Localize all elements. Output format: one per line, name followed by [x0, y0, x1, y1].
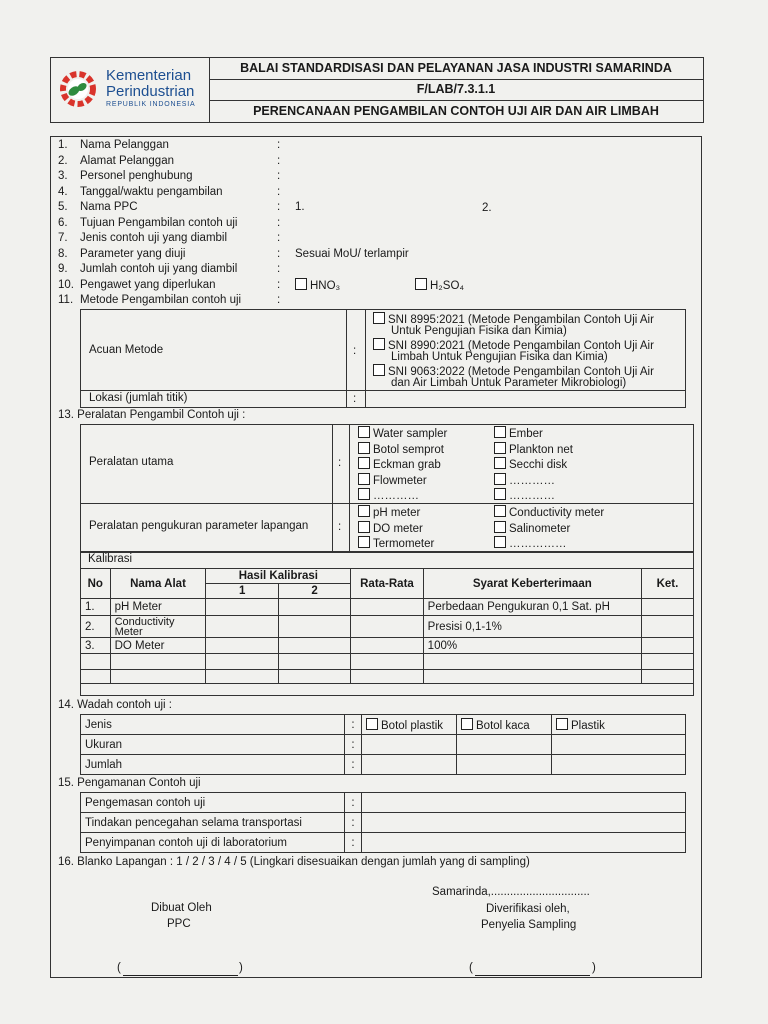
field-label: Alamat Pelanggan: [80, 154, 174, 167]
pengemasan-value[interactable]: [362, 793, 686, 813]
field-colon: :: [277, 232, 281, 244]
equipment-option[interactable]: [358, 488, 419, 502]
wadah-colon: :: [345, 735, 362, 755]
ukuran-cell-1[interactable]: [362, 735, 457, 755]
row-syarat: Perbedaan Pengukuran 0,1 Sat. pH: [423, 599, 641, 616]
logo-line1: Kementerian: [106, 67, 192, 84]
row-syarat: 100%: [423, 638, 641, 654]
blanko-lapangan: 16. Blanko Lapangan : 1 / 2 / 3 / 4 / 5 (Lingkari disesuaikan dengan jumlah yang di sampling): [58, 856, 530, 868]
equipment-label: Ember: [509, 428, 543, 440]
sni-9063-desc: dan Air Limbah Untuk Parameter Mikrobiologi): [391, 377, 627, 389]
field-label: Nama PPC: [80, 201, 138, 213]
field-number: 2.: [58, 154, 68, 167]
field-colon: :: [277, 278, 281, 291]
checkbox-icon[interactable]: [358, 473, 370, 485]
field-value[interactable]: [295, 186, 455, 200]
checkbox-icon[interactable]: [358, 521, 370, 533]
equipment-option[interactable]: [358, 426, 447, 440]
row-rata[interactable]: [351, 670, 423, 684]
wadah-table: [80, 714, 686, 775]
field-value[interactable]: [295, 232, 455, 246]
lapangan-colon: :: [338, 521, 342, 533]
row-no: 3.: [81, 638, 111, 654]
equipment-option[interactable]: [358, 473, 427, 487]
transportasi-value[interactable]: [362, 813, 686, 833]
row-ket[interactable]: [641, 670, 693, 684]
row-hasil-2[interactable]: [278, 599, 350, 616]
field-number: 8.: [58, 247, 68, 260]
sni-8995-option[interactable]: SNI 8995:2021 (Metode Pengambilan Contoh Uji Air: [373, 312, 654, 326]
opt-botol-kaca[interactable]: Botol kaca: [457, 715, 552, 735]
field-colon: :: [277, 263, 281, 275]
row-rata[interactable]: [351, 638, 423, 654]
acuan-label: Acuan Metode: [89, 344, 164, 356]
row-hasil-1[interactable]: [206, 638, 278, 654]
doc-code: F/LAB/7.3.1.1: [209, 79, 703, 101]
equipment-label: ……………: [509, 538, 567, 550]
checkbox-icon[interactable]: [295, 278, 307, 290]
sign-right-line[interactable]: [475, 962, 590, 976]
checkbox-icon[interactable]: [358, 505, 370, 517]
row-rata[interactable]: [351, 599, 423, 616]
penyimpanan-label: Penyimpanan contoh uji di laboratorium: [81, 833, 345, 853]
field-label: Tujuan Pengambilan contoh uji: [80, 216, 238, 229]
wadah-colon: :: [345, 755, 362, 775]
row-syarat[interactable]: [423, 670, 641, 684]
wadah-ukuran-label: Ukuran: [81, 735, 345, 755]
gear-logo-icon: [57, 68, 99, 110]
checkbox-icon[interactable]: [556, 718, 568, 730]
sign-left-open: (: [117, 962, 121, 974]
equipment-label: …………: [509, 474, 555, 487]
pengamanan-heading: 15. Pengamanan Contoh uji: [58, 777, 201, 789]
peralatan-heading: 13. Peralatan Pengambil Contoh uji :: [58, 409, 246, 421]
place-date: Samarinda,...............................: [432, 886, 590, 898]
field-number: 1.: [58, 139, 68, 151]
checkbox-icon[interactable]: [494, 426, 506, 438]
agency-name: BALAI STANDARDISASI DAN PELAYANAN JASA INDUSTRI SAMARINDA: [209, 58, 703, 80]
checkbox-icon[interactable]: [461, 718, 473, 730]
row-hasil-1[interactable]: [206, 616, 278, 638]
ukuran-cell-2[interactable]: [457, 735, 552, 755]
row-no[interactable]: [81, 654, 111, 670]
lokasi-label: Lokasi (jumlah titik): [89, 392, 188, 404]
wadah-jenis-label: Jenis: [81, 715, 345, 735]
field-number: 6.: [58, 216, 68, 229]
equipment-label: Termometer: [373, 538, 435, 550]
field-colon: :: [277, 139, 281, 151]
equipment-option[interactable]: [494, 521, 570, 535]
row-no: 2.: [81, 616, 111, 638]
col-hasil-2: 2: [278, 584, 350, 599]
equipment-option[interactable]: [358, 521, 423, 535]
checkbox-icon[interactable]: [373, 364, 385, 376]
field-colon: :: [277, 185, 281, 198]
equipment-label: pH meter: [373, 507, 421, 519]
pengamanan-colon: :: [345, 813, 362, 833]
equipment-option[interactable]: [494, 426, 543, 440]
table-row: [81, 599, 694, 616]
field-value[interactable]: [295, 170, 455, 184]
row-ket[interactable]: [641, 638, 693, 654]
col-syarat: Syarat Keberterimaan: [423, 569, 641, 599]
equipment-label: Water sampler: [373, 428, 448, 440]
field-value[interactable]: [295, 139, 455, 153]
ppc-second: 2.: [482, 202, 492, 214]
sign-left-line[interactable]: [123, 962, 238, 976]
field-colon: :: [277, 216, 281, 229]
row-syarat[interactable]: [423, 654, 641, 670]
equipment-label: Plankton net: [509, 443, 573, 456]
metode-box: [80, 309, 686, 408]
opt-plastik[interactable]: Plastik: [552, 715, 686, 735]
sign-right-open: (: [469, 962, 473, 974]
sni-8995-desc: Untuk Pengujian Fisika dan Kimia): [391, 325, 567, 337]
sign-right-close: ): [592, 962, 596, 974]
equipment-label: Botol semprot: [373, 443, 444, 456]
field-label: Pengawet yang diperlukan: [80, 278, 216, 291]
row-hasil-2[interactable]: [278, 654, 350, 670]
opt-botol-plastik[interactable]: Botol plastik: [362, 715, 457, 735]
field-colon: :: [277, 154, 281, 167]
row-nama: DO Meter: [110, 638, 206, 654]
lapangan-label: Peralatan pengukuran parameter lapangan: [89, 520, 309, 532]
lokasi-colon: :: [353, 393, 357, 405]
utama-label: Peralatan utama: [89, 456, 174, 468]
equipment-option[interactable]: [494, 442, 573, 456]
table-row: [81, 654, 694, 670]
equipment-label: Eckman grab: [373, 459, 441, 471]
equipment-option[interactable]: [358, 442, 444, 456]
field-value[interactable]: Sesuai MoU/ terlampir: [295, 247, 409, 260]
row-nama[interactable]: [110, 670, 206, 684]
checkbox-icon[interactable]: [373, 312, 385, 324]
field-value[interactable]: [295, 263, 455, 277]
checkbox-icon[interactable]: [494, 505, 506, 517]
verified-by: Diverifikasi oleh,: [486, 903, 570, 915]
peralatan-box: [80, 424, 694, 552]
sign-left-close: ): [239, 962, 243, 974]
equipment-label: …………: [509, 490, 555, 502]
checkbox-icon[interactable]: [494, 488, 506, 500]
sni-8990-option[interactable]: SNI 8990:2021 (Metode Pengambilan Contoh Uji Air: [373, 338, 654, 352]
row-nama[interactable]: [110, 654, 206, 670]
field-colon: :: [277, 294, 281, 306]
wadah-jumlah-label: Jumlah: [81, 755, 345, 775]
row-hasil-1[interactable]: [206, 654, 278, 670]
field-label: Nama Pelanggan: [80, 139, 169, 151]
checkbox-icon[interactable]: [415, 278, 427, 290]
row-ket[interactable]: [641, 654, 693, 670]
made-by: Dibuat Oleh: [151, 902, 212, 914]
checkbox-icon[interactable]: [373, 338, 385, 350]
field-number: 7.: [58, 232, 68, 244]
equipment-option[interactable]: [358, 505, 420, 519]
kalibrasi-table: [80, 568, 694, 684]
equipment-label: Flowmeter: [373, 474, 427, 487]
row-ket[interactable]: [641, 599, 693, 616]
sni-9063-option[interactable]: SNI 9063:2022 (Metode Pengambilan Contoh Uji Air: [373, 364, 654, 378]
checkbox-icon[interactable]: [358, 426, 370, 438]
row-hasil-1[interactable]: [206, 670, 278, 684]
row-hasil-2[interactable]: [278, 670, 350, 684]
col-hasil: Hasil Kalibrasi: [206, 569, 351, 584]
equipment-label: Conductivity meter: [509, 507, 605, 519]
pengamanan-colon: :: [345, 793, 362, 813]
field-label: Jumlah contoh uji yang diambil: [80, 263, 238, 275]
field-label: Tanggal/waktu pengambilan: [80, 185, 223, 198]
checkbox-icon[interactable]: [494, 521, 506, 533]
pengamanan-colon: :: [345, 833, 362, 853]
field-value[interactable]: [295, 155, 455, 169]
field-label: Jenis contoh uji yang diambil: [80, 232, 228, 244]
field-number: 9.: [58, 263, 68, 275]
field-colon: :: [277, 247, 281, 260]
logo-line3: REPUBLIK INDONESIA: [106, 101, 196, 108]
col-no: No: [81, 569, 111, 599]
checkbox-icon[interactable]: [358, 488, 370, 500]
row-syarat: Presisi 0,1-1%: [423, 616, 641, 638]
field-number: 5.: [58, 201, 68, 213]
pengemasan-label: Pengemasan contoh uji: [81, 793, 345, 813]
kalibrasi-label: Kalibrasi: [88, 553, 133, 565]
header-box: [50, 57, 704, 123]
transportasi-label: Tindakan pencegahan selama transportasi: [81, 813, 345, 833]
utama-colon: :: [338, 457, 342, 469]
checkbox-icon[interactable]: [358, 536, 370, 548]
equipment-label: …………: [373, 490, 419, 502]
field-number: 4.: [58, 185, 68, 198]
field-value[interactable]: [295, 294, 455, 308]
equipment-label: Secchi disk: [509, 459, 568, 471]
made-role: PPC: [167, 918, 191, 930]
jumlah-cell-2[interactable]: [457, 755, 552, 775]
checkbox-icon[interactable]: [494, 457, 506, 469]
col-ket: Ket.: [641, 569, 693, 599]
equipment-option[interactable]: [494, 488, 555, 502]
ukuran-cell-3[interactable]: [552, 735, 686, 755]
table-row: [81, 670, 694, 684]
field-colon: :: [277, 201, 281, 213]
row-hasil-2[interactable]: [278, 616, 350, 638]
jumlah-cell-3[interactable]: [552, 755, 686, 775]
checkbox-icon[interactable]: [494, 473, 506, 485]
equipment-label: DO meter: [373, 522, 423, 535]
field-number: 10.: [58, 278, 74, 291]
checkbox-icon[interactable]: [358, 457, 370, 469]
col-hasil-1: 1: [206, 584, 278, 599]
col-nama: Nama Alat: [110, 569, 206, 599]
checkbox-icon[interactable]: [494, 442, 506, 454]
row-hasil-1[interactable]: [206, 599, 278, 616]
field-label: Personel penghubung: [80, 170, 193, 182]
row-nama: Conductivity Meter: [110, 616, 206, 638]
row-ket[interactable]: [641, 616, 693, 638]
checkbox-icon[interactable]: [358, 442, 370, 454]
preservative-h2so4[interactable]: H₂SO₄: [415, 278, 464, 292]
equipment-option[interactable]: [358, 536, 434, 550]
penyimpanan-value[interactable]: [362, 833, 686, 853]
row-rata[interactable]: [351, 654, 423, 670]
field-number: 3.: [58, 170, 68, 182]
equipment-label: Salinometer: [509, 522, 571, 535]
field-value[interactable]: [295, 217, 455, 231]
pengamanan-table: [80, 792, 686, 853]
row-no[interactable]: [81, 670, 111, 684]
equipment-option[interactable]: [494, 536, 567, 550]
equipment-option[interactable]: [494, 505, 604, 519]
table-row: [81, 638, 694, 654]
logo: [51, 58, 210, 122]
field-colon: :: [277, 170, 281, 182]
equipment-option[interactable]: [494, 473, 555, 487]
sni-8990-desc: Limbah Untuk Pengujian Fisika dan Kimia): [391, 351, 608, 363]
field-label: Parameter yang diuji: [80, 247, 186, 260]
wadah-colon: :: [345, 715, 362, 735]
row-rata[interactable]: [351, 616, 423, 638]
verified-role: Penyelia Sampling: [481, 919, 577, 931]
wadah-heading: 14. Wadah contoh uji :: [58, 699, 173, 711]
acuan-colon: :: [353, 345, 357, 357]
field-label: Metode Pengambilan contoh uji: [80, 294, 242, 306]
row-hasil-2[interactable]: [278, 638, 350, 654]
checkbox-icon[interactable]: [366, 718, 378, 730]
preservative-hno3[interactable]: HNO₃: [295, 278, 340, 292]
row-no: 1.: [81, 599, 111, 616]
equipment-option[interactable]: [494, 457, 567, 471]
logo-line2: Perindustrian: [106, 83, 195, 100]
field-number: 11.: [58, 294, 74, 306]
doc-title: PERENCANAAN PENGAMBILAN CONTOH UJI AIR DAN AIR LIMBAH: [253, 104, 659, 118]
field-value[interactable]: 1.: [295, 201, 305, 213]
checkbox-icon[interactable]: [494, 536, 506, 548]
equipment-option[interactable]: [358, 457, 441, 471]
row-nama: pH Meter: [110, 599, 206, 616]
table-row: [81, 616, 694, 638]
jumlah-cell-1[interactable]: [362, 755, 457, 775]
col-rata: Rata-Rata: [351, 569, 423, 599]
